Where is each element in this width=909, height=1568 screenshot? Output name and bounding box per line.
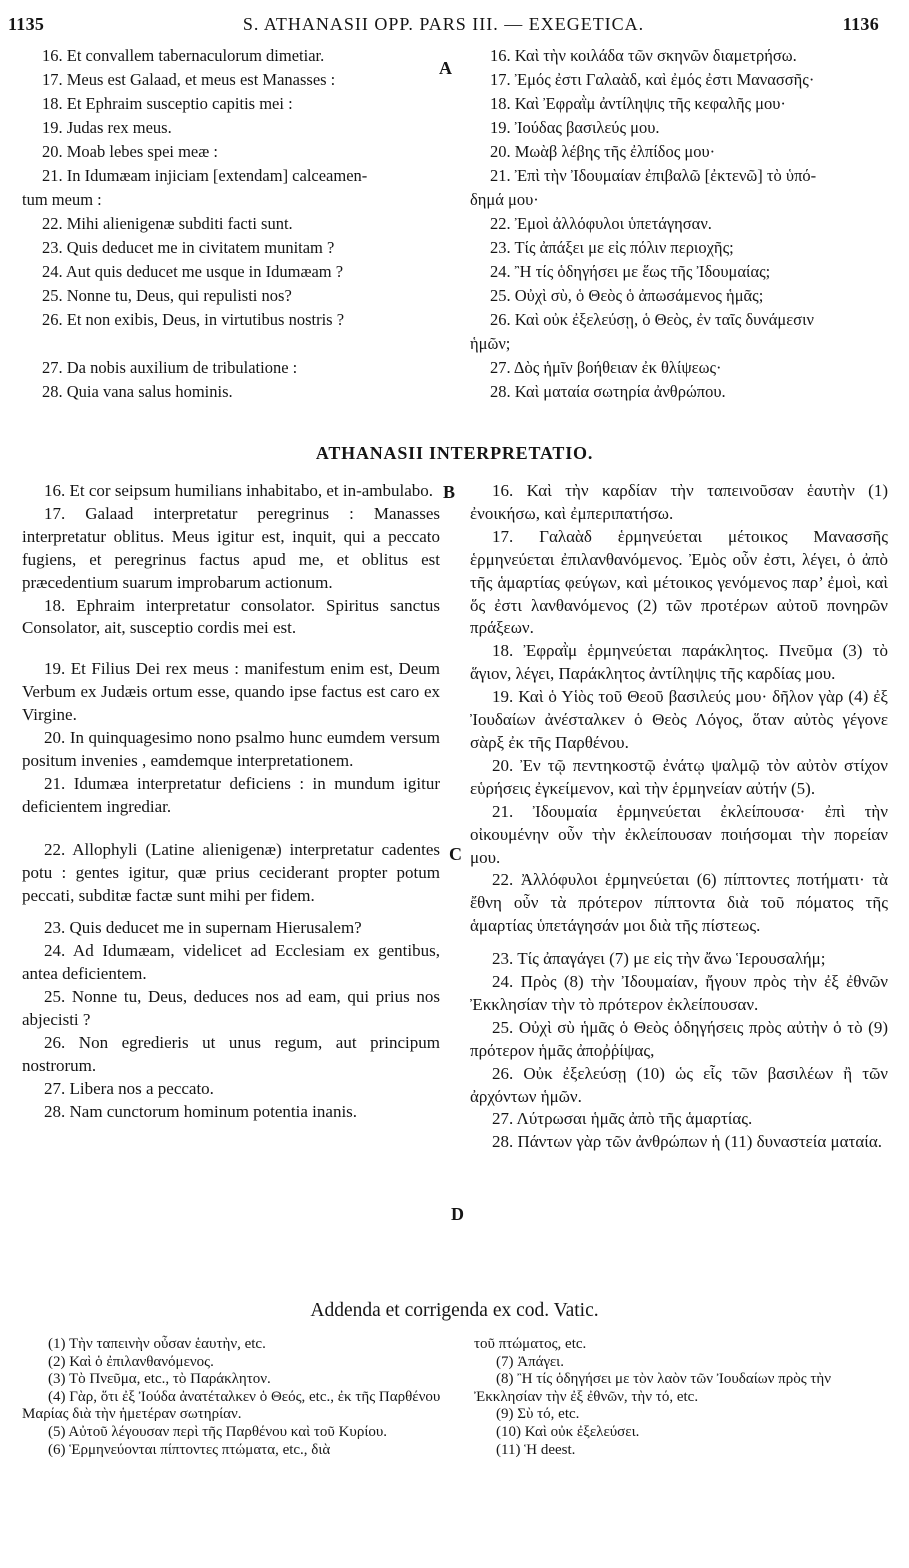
verse-line: 16. Καὶ τὴν κοιλάδα τῶν σκηνῶν διαμετρήσω. xyxy=(490,46,797,65)
verse-spacer xyxy=(22,332,442,356)
verse-line: 26. Et non exibis, Deus, in virtutibus nostris ? xyxy=(42,310,345,329)
verse-line: 27. Δὸς ἡμῖν βοήθειαν ἐκ θλίψεως· xyxy=(490,358,722,377)
comment-paragraph: 27. Λύτρωσαι ἡμᾶς ἀπὸ τῆς ἁμαρτίας. xyxy=(492,1109,753,1129)
psalm-latin-column xyxy=(22,44,442,404)
comment-paragraph: 19. Et Filius Dei rex meus : manifestum enim est, Deum Verbum ex Judæis ortum esse, quando ipse factus est caro ex Virgine. xyxy=(22,659,440,725)
comment-paragraph: 17. Γαλαὰδ ἑρμηνεύεται μέτοικος Μανασσῆς ἑρμηνεύεται ἐπιλανθανόμενος. Ἐμὸς οὖν ἐστι, λέγει, ὁ ἀπὸ τῆς ἁμαρτίας φεύγων, καὶ μέτοικος γενόμενος παρ’ ἐμοὶ, καὶ ὅς ἐστι λανθανόμενος (2) τῶν προτέρων αὐτοῦ πονηρῶν πράξεων. xyxy=(470,526,888,638)
footnote: (6) Ἑρμηνεύονται πίπτοντες πτώματα, etc., διὰ xyxy=(48,1441,331,1458)
footnote: (10) Καὶ οὐκ ἐξελεύσει. xyxy=(496,1423,640,1440)
comment-paragraph: 22. Allophyli (Latine alienigenæ) interpretatur cadentes potu : gentes igitur, quæ prius ceciderant propter potum peccati, subditæ factæ sunt mihi per fidem. xyxy=(22,839,440,905)
footnote: (1) Τὴν ταπεινὴν οὖσαν ἑαυτὴν, etc. xyxy=(48,1336,266,1352)
comment-paragraph: 20. Ἐν τῷ πεντηκοστῷ ἐνάτῳ ψαλμῷ τὸν αὐτὸν στίχον εὑρήσεις ἐγκείμενον, καὶ τὴν ἑρμηνείαν αὐτήν (5). xyxy=(470,755,888,798)
verse-line: 16. Et convallem tabernaculorum dimetiar. xyxy=(42,46,325,65)
comment-paragraph: 27. Libera nos a peccato. xyxy=(44,1078,214,1098)
margin-letter-a: A xyxy=(439,58,452,78)
verse-line: 17. Meus est Galaad, et meus est Manasses : xyxy=(42,70,336,89)
verse-line: 27. Da nobis auxilium de tribulatione : xyxy=(42,358,298,377)
verse-line: 26. Καὶ οὐκ ἐξελεύσῃ, ὁ Θεὸς, ἐν ταῖς δυνάμεσιν xyxy=(490,310,814,329)
interpretation-latin-column xyxy=(22,480,440,1124)
footnote: (8) Ἢ τίς ὁδηγήσει με τὸν λαὸν τῶν Ἰουδαίων πρὸς τὴν Ἐκκλησίαν τὴν ἐξ ἐθνῶν, τὴν τό, etc. xyxy=(474,1371,832,1405)
margin-letter-b: B xyxy=(443,482,456,502)
comment-paragraph: 23. Quis deducet me in supernam Hierusalem? xyxy=(44,918,362,938)
comment-paragraph: 28. Nam cunctorum hominum potentia inanis. xyxy=(44,1101,358,1121)
comment-paragraph: 28. Πάντων γὰρ τῶν ἀνθρώπων ἡ (11) δυναστεία ματαία. xyxy=(492,1132,883,1152)
margin-letter-c: C xyxy=(449,844,462,864)
verse-line: 20. Μωὰβ λέβης τῆς ἐλπίδος μου· xyxy=(490,142,716,161)
footnote: (5) Αὐτοῦ λέγουσαν περὶ τῆς Παρθένου καὶ τοῦ Κυρίου. xyxy=(48,1423,388,1440)
comment-paragraph: 26. Non egredieris ut unus regum, aut principum nostrorum. xyxy=(22,1032,440,1075)
section-title: ATHANASII INTERPRETATIO. xyxy=(315,443,594,463)
verse-line: 18. Καὶ Ἐφραῒμ ἀντίληψις τῆς κεφαλῆς μου· xyxy=(490,94,786,113)
footnote: (3) Τὸ Πνεῦμα, etc., τὸ Παράκλητον. xyxy=(48,1371,271,1388)
verse-line: 24. Ἢ τίς ὁδηγήσει με ἕως τῆς Ἰδουμαίας; xyxy=(490,262,771,281)
margin-letter-d: D xyxy=(451,1204,464,1224)
footnotes-right xyxy=(474,1336,890,1459)
interpretation-greek-column xyxy=(470,480,888,1154)
footnote: (9) Σὺ τό, etc. xyxy=(496,1406,580,1423)
comment-paragraph: 25. Nonne tu, Deus, deduces nos ad eam, qui prius nos abjecisti ? xyxy=(22,987,440,1030)
verse-line: 18. Et Ephraim susceptio capitis mei : xyxy=(42,94,293,113)
footnote: (7) Ἀπάγει. xyxy=(496,1353,564,1370)
running-header xyxy=(8,14,879,40)
running-title: S. ATHANASII OPP. PARS III. — EXEGETICA. xyxy=(242,14,645,34)
verse-line: 21. In Idumæam injiciam [extendam] calceamen- xyxy=(42,166,368,185)
verse-line: 20. Moab lebes spei meæ : xyxy=(42,142,218,161)
verse-line: 24. Aut quis deducet me usque in Idumæam ? xyxy=(42,262,344,281)
verse-line: 23. Τίς ἀπάξει με εἰς πόλιν περιοχῆς; xyxy=(490,238,734,257)
verse-line: δημά μου· xyxy=(470,190,539,209)
verse-line: 23. Quis deducet me in civitatem munitam ? xyxy=(42,238,335,257)
comment-paragraph: 18. Ἐφραῒμ ἑρμηνεύεται παράκλητος. Πνεῦμα (3) τὸ ἅγιον, λέγει, Παράκλητος ἀντίληψις τῆς καρδίας μου. xyxy=(470,641,888,684)
verse-line: 19. Judas rex meus. xyxy=(42,118,172,137)
verse-line: 25. Nonne tu, Deus, qui repulisti nos? xyxy=(42,286,292,305)
verse-line: 21. Ἐπὶ τὴν Ἰδουμαίαν ἐπιβαλῶ [ἐκτενῶ] τὸ ὑπό- xyxy=(490,166,817,185)
verse-line: 28. Καὶ ματαία σωτηρία ἀνθρώπου. xyxy=(490,382,726,401)
verse-line: tum meum : xyxy=(22,190,102,209)
footnote: (2) Καὶ ὁ ἐπιλανθανόμενος. xyxy=(48,1353,214,1370)
comment-paragraph: 16. Et cor seipsum humilians inhabitabo, et in-ambulabo. xyxy=(44,481,434,500)
comment-paragraph: 26. Οὐκ ἐξελεύσῃ (10) ὡς εἷς τῶν βασιλέων ἢ τῶν ἀρχόντων ἡμῶν. xyxy=(470,1063,888,1106)
comment-paragraph: 18. Ephraim interpretatur consolator. Spiritus sanctus Consolator, ait, susceptio cordis mei est. xyxy=(22,595,440,638)
comment-paragraph: 21. Idumæa interpretatur deficiens : in mundum igitur deficientem ingrediar. xyxy=(22,773,440,816)
comment-paragraph: 16. Καὶ τὴν καρδίαν τὴν ταπεινοῦσαν ἑαυτὴν (1) ἐνοικήσω, καὶ ἐμπεριπατήσω. xyxy=(470,481,888,523)
comment-paragraph: 23. Τίς ἀπαγάγει (7) με εἰς τὴν ἄνω Ἱερουσαλήμ; xyxy=(492,949,826,969)
verse-line: 25. Οὐχὶ σὺ, ὁ Θεὸς ὁ ἀπωσάμενος ἡμᾶς; xyxy=(490,286,764,305)
verse-line: 19. Ἰούδας βασιλεύς μου. xyxy=(490,118,660,137)
comment-paragraph: 17. Galaad interpretatur peregrinus : Manasses interpretatur oblitus. Meus igitur est, inquit, qui a peccato fugiens, et peregrinus factus apud me, et oblitus est præcedentium suarum improbarum actionum. xyxy=(22,503,440,592)
left-page-number: 1135 xyxy=(8,14,45,34)
footnote: (11) Ἡ deest. xyxy=(496,1441,576,1458)
comment-paragraph: 21. Ἰδουμαία ἑρμηνεύεται ἐκλείπουσα· ἐπὶ τὴν οἰκουμένην οὖν τὴν ἐκλείπουσαν ποιήσομαι τὴν πορείαν μου. xyxy=(470,801,888,867)
footnotes-left xyxy=(22,1336,448,1459)
psalm-greek-column xyxy=(470,44,890,404)
comment-paragraph: 24. Πρὸς (8) τὴν Ἰδουμαίαν, ἤγουν πρὸς τὴν ἐξ ἐθνῶν Ἐκκλησίαν τὴν τὸ πρότερον ἐκλείπουσαν. xyxy=(470,972,888,1014)
comment-paragraph: 25. Οὐχὶ σὺ ἡμᾶς ὁ Θεὸς ὁδηγήσεις πρὸς αὐτὴν ὁ τὸ (9) πρότερον ἡμᾶς ἀποῤῥίψας, xyxy=(470,1017,888,1060)
footnote: (4) Γὰρ, ὅτι ἐξ Ἰούδα ἀνατέταλκεν ὁ Θεός, etc., ἐκ τῆς Παρθένου Μαρίας διὰ τὴν ἡμετέραν σωτηρίαν. xyxy=(22,1388,441,1423)
comment-paragraph: 24. Ad Idumæam, videlicet ad Ecclesiam ex gentibus, antea deficientem. xyxy=(22,941,440,984)
footnote: τοῦ πτώματος, etc. xyxy=(474,1336,587,1352)
comment-paragraph: 20. In quinquagesimo nono psalmo hunc eumdem versum positum invenies , eamdemque interpretationem. xyxy=(22,728,440,770)
verse-line: 22. Ἐμοὶ ἀλλόφυλοι ὑπετάγησαν. xyxy=(490,214,712,233)
verse-line: ἡμῶν; xyxy=(470,334,511,353)
right-page-number: 1136 xyxy=(842,14,879,34)
addenda-title: Addenda et corrigenda ex cod. Vatic. xyxy=(310,1300,599,1321)
comment-paragraph: 19. Καὶ ὁ Υἱὸς τοῦ Θεοῦ βασιλεύς μου· δῆλον γὰρ (4) ἐξ Ἰουδαίων ἀνέσταλκεν ὁ Θεὸς Λόγος, ὅταν αὐτὸς γέγονε σὰρξ ἐκ τῆς Παρθένου. xyxy=(470,687,888,752)
comment-paragraph: 22. Ἀλλόφυλοι ἑρμηνεύεται (6) πίπτοντες ποτήματι· τὰ ἔθνη οὖν τὰ πρότερον πίπτοντα διὰ τοῦ πόματος τῆς ἁμαρτίας ὑπετάγησάν μοι διὰ τῆς πίστεως. xyxy=(470,870,888,936)
verse-line: 17. Ἐμός ἐστι Γαλαὰδ, καὶ ἐμός ἐστι Μανασσῆς· xyxy=(490,70,815,89)
verse-line: 28. Quia vana salus hominis. xyxy=(42,382,233,401)
verse-line: 22. Mihi alienigenæ subditi facti sunt. xyxy=(42,214,293,233)
